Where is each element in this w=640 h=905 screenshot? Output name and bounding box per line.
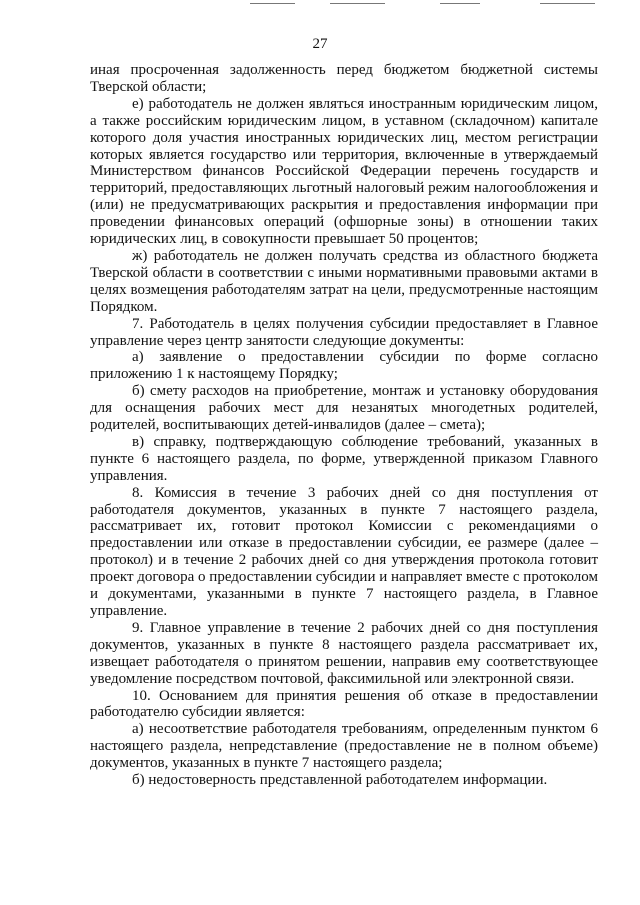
scan-edge-line <box>250 3 295 4</box>
paragraph-7a: а) заявление о предоставлении субсидии по форме согласно приложению 1 к настоящему Порядку; <box>90 349 598 383</box>
paragraph-6zh: ж) работодатель не должен получать средства из областного бюджета Тверской области в соответствии с иными нормативными правовыми актами в целях возмещения работодателям затрат на цели, предусмотренные настоящим Порядком. <box>90 247 598 315</box>
paragraph-8: 8. Комиссия в течение 3 рабочих дней со дня поступления от работодателя документов, указанных в пункте 7 настоящего раздела, рассматривает их, готовит протокол Комиссии с рекомендациями о предоставлении или отказе в предоставлении субсидии, ее размере (далее – протокол) и в течение 2 рабочих дней со дня утверждения протокола готовит проект договора о предоставлении субсидии и направляет вместе с протоколом и документами, указанными в пункте 7 настоящего раздела, в Главное управление. <box>90 484 599 619</box>
scan-edge-line <box>540 3 595 4</box>
paragraph-debt-continuation: иная просроченная задолженность перед бюджетом бюджетной системы Тверской области; <box>90 62 598 95</box>
paragraph-10b: б) недостоверность представленной работодателем информации. <box>132 772 548 789</box>
paragraph-10a: а) несоответствие работодателя требованиям, определенным пунктом 6 настоящего раздела, непредставление (предоставление не в полном объеме) документов, указанных в пункте 7 настоящего раздела; <box>90 721 598 772</box>
paragraph-7b: б) смету расходов на приобретение, монтаж и установку оборудования для оснащения рабочих мест для незанятых многодетных родителей, родителей, воспитывающих детей-инвалидов (далее – смета); <box>90 383 598 434</box>
paragraph-7: 7. Работодатель в целях получения субсидии предоставляет в Главное управление через центр занятости следующие документы: <box>90 315 598 349</box>
paragraph-9: 9. Главное управление в течение 2 рабочих дней со дня поступления документов, указанных в пункте 8 настоящего раздела рассматривает их, извещает работодателя о принятом решении, направив ему соответствующее уведомление посредством почтовой, факсимильной или электронной связи. <box>90 619 598 687</box>
scan-edge-line <box>440 3 480 4</box>
paragraph-7v: в) справку, подтверждающую соблюдение требований, указанных в пункте 6 настоящего раздела, по форме, утвержденной приказом Главного управления. <box>90 433 598 484</box>
scan-edge-line <box>330 3 385 4</box>
paragraph-10: 10. Основанием для принятия решения об отказе в предоставлении работодателю субсидии является: <box>90 687 598 721</box>
page-number: 27 <box>312 36 328 52</box>
document-body <box>90 62 598 789</box>
paragraph-6e: е) работодатель не должен являться иностранным юридическим лицом, а также российским юридическим лицом, в уставном (складочном) капитале которого доля участия иностранных юридических лиц, местом регистрации которых является государство или территория, включенные в утверждаемый Министерством финансов Российской Федерации перечень государств и территорий, предоставляющих льготный налоговый режим налогообложения и (или) не предусматривающих раскрытия и предоставления информации при проведении финансовых операций (офшорные зоны) в отношении таких юридических лиц, в совокупности превышает 50 процентов; <box>90 95 598 248</box>
